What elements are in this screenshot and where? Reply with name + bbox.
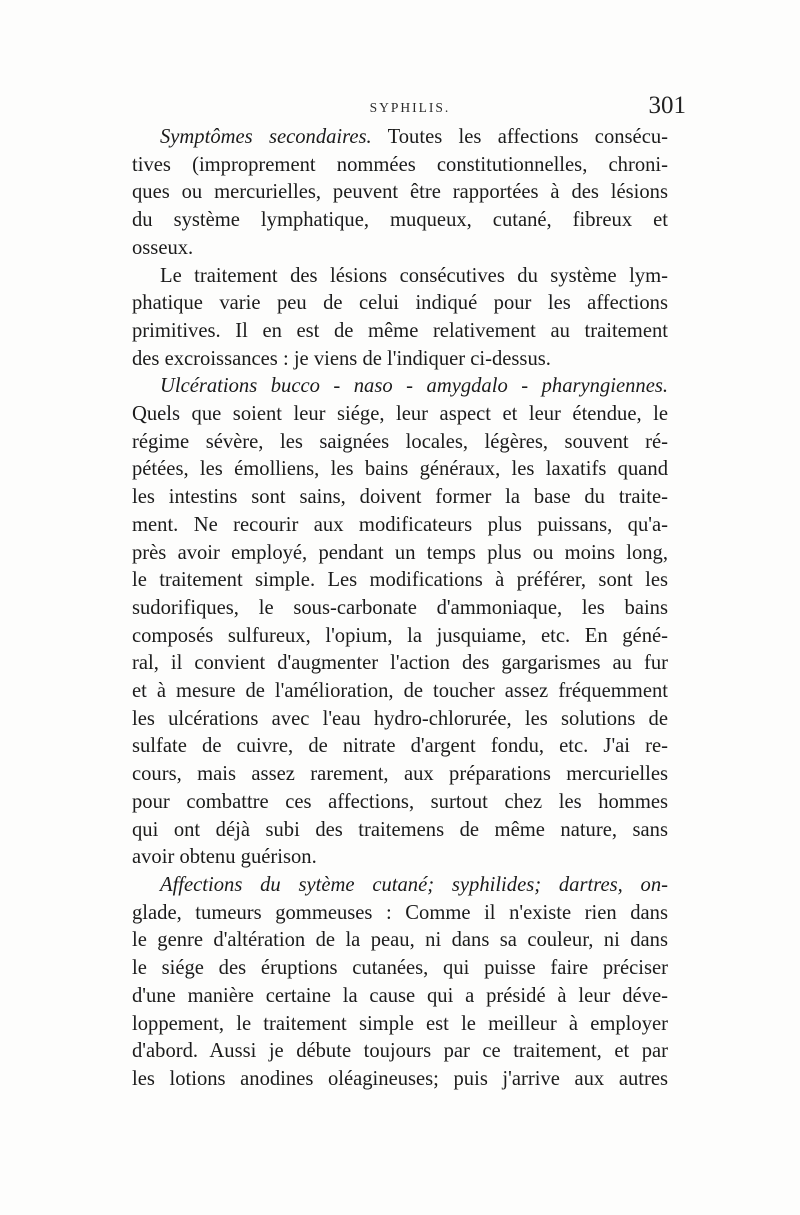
paragraph-symptomes-secondaires xyxy=(132,124,668,263)
text-line: ment. Ne recourir aux modificateurs plus puissans, qu'a- xyxy=(132,513,668,536)
section-heading: Ulcérations bucco - naso - amygdalo - pharyngiennes. xyxy=(160,375,668,398)
text-line: d'une manière certaine la cause qui a présidé à leur déve- xyxy=(132,984,668,1007)
text-line: avoir obtenu guérison. xyxy=(132,846,317,869)
text-line: loppement, le traitement simple est le meilleur à employer xyxy=(132,1012,668,1035)
paragraph-ulcerations xyxy=(132,373,668,872)
text-line: Le traitement des lésions consécutives du système lym- xyxy=(160,264,668,287)
text-line: sulfate de cuivre, de nitrate d'argent fondu, etc. J'ai re- xyxy=(132,735,668,758)
text-line: les lotions anodines oléagineuses; puis j'arrive aux autres xyxy=(132,1067,668,1090)
text-line: le siége des éruptions cutanées, qui puisse faire préciser xyxy=(132,957,668,980)
text-line: des excroissances : je viens de l'indiquer ci-dessus. xyxy=(132,347,551,370)
text-line: pour combattre ces affections, surtout chez les hommes xyxy=(132,790,668,813)
page-number: 301 xyxy=(648,92,686,119)
text-line: Quels que soient leur siége, leur aspect et leur étendue, le xyxy=(132,403,668,426)
text-line: primitives. Il en est de même relativement au traitement xyxy=(132,319,668,342)
page-header xyxy=(130,92,690,124)
text-line: osseux. xyxy=(132,236,194,259)
text-line: qui ont déjà subi des traitemens de même nature, sans xyxy=(132,818,668,841)
body-text xyxy=(132,124,668,1094)
text-line: du système lymphatique, muqueux, cutané, fibreux et xyxy=(132,209,668,232)
text-line: cours, mais assez rarement, aux préparations mercurielles xyxy=(132,763,668,786)
paragraph-traitement-lymphatique xyxy=(132,263,668,374)
text-line: ques ou mercurielles, peuvent être rapportées à des lésions xyxy=(132,181,668,204)
text-line: le genre d'altération de la peau, ni dans sa couleur, ni dans xyxy=(132,929,668,952)
running-title: SYPHILIS. xyxy=(369,100,451,115)
text-line: phatique varie peu de celui indiqué pour les affections xyxy=(132,292,668,315)
text-line: composés sulfureux, l'opium, la jusquiame, etc. En géné- xyxy=(132,624,668,647)
text-line: glade, tumeurs gommeuses : Comme il n'existe rien dans xyxy=(132,901,668,924)
section-heading: Affections du sytème cutané; syphilides; dartres, on- xyxy=(160,873,668,896)
text-line: les intestins sont sains, doivent former la base du traite- xyxy=(132,486,668,509)
text-line: pétées, les émolliens, les bains généraux, les laxatifs quand xyxy=(132,458,668,481)
text-line: sudorifiques, le sous-carbonate d'ammoniaque, les bains xyxy=(132,596,668,619)
text-line: Symptômes secondaires. Toutes les affections consécu- xyxy=(160,126,668,148)
text-line: le traitement simple. Les modifications à préférer, sont les xyxy=(132,569,668,592)
text-line: tives (improprement nommées constitutionnelles, chroni- xyxy=(132,153,668,176)
section-heading: Symptômes secondaires. xyxy=(160,126,372,148)
text-line: les ulcérations avec l'eau hydro-chlorurée, les solutions de xyxy=(132,707,668,730)
text-line: et à mesure de l'amélioration, de toucher assez fréquemment xyxy=(132,680,668,703)
text-line: près avoir employé, pendant un temps plus ou moins long, xyxy=(132,541,668,564)
text-line: régime sévère, les saignées locales, légères, souvent ré- xyxy=(132,430,668,453)
text-line: ral, il convient d'augmenter l'action des gargarismes au fur xyxy=(132,652,668,675)
text-line: d'abord. Aussi je débute toujours par ce traitement, et par xyxy=(132,1040,668,1063)
paragraph-affections-cutanees xyxy=(132,872,668,1094)
